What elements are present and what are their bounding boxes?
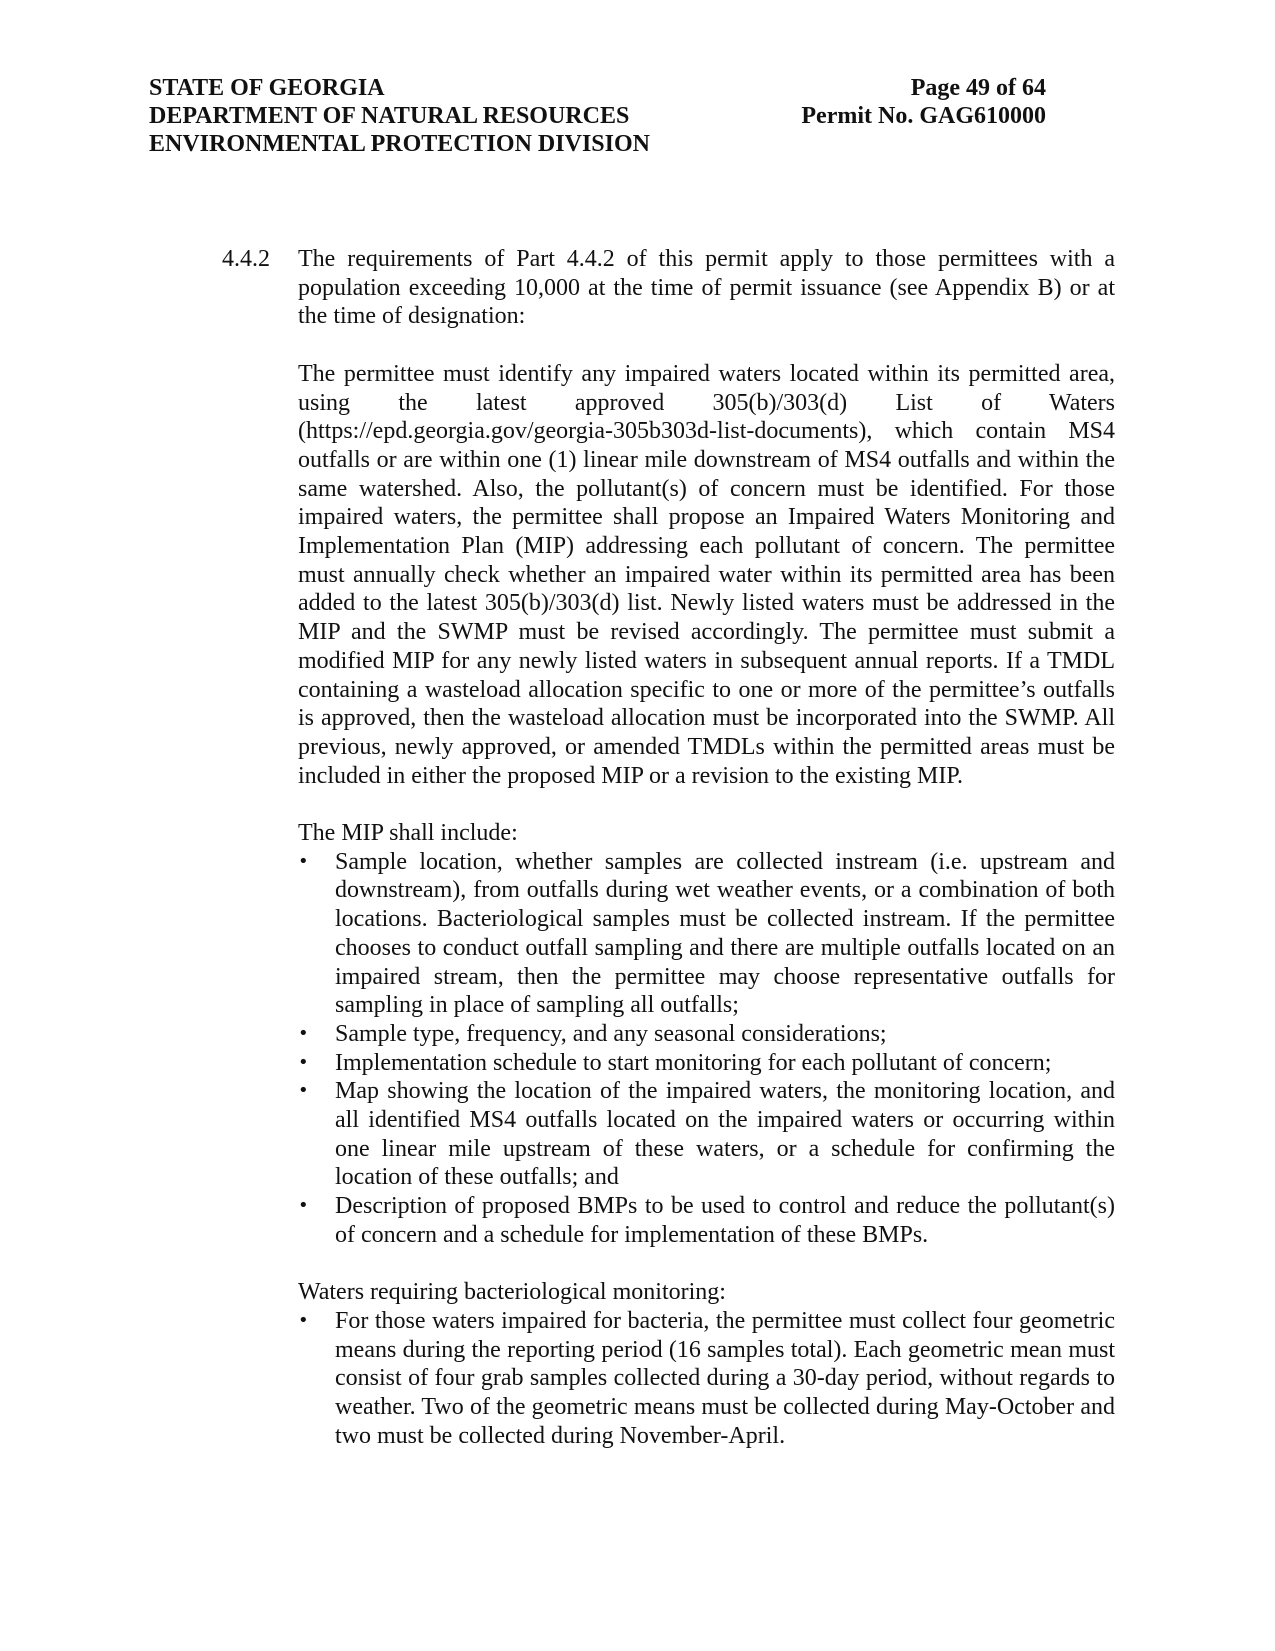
section-intro: The requirements of Part 4.4.2 of this permit apply to those permittees with a population exceeding 10,000 at the time of permit issuance (see Appendix B) or at the time of designation: (298, 246, 1115, 330)
header-department: DEPARTMENT OF NATURAL RESOURCES (149, 103, 630, 129)
page-header (149, 74, 1046, 158)
list-item-text: Sample type, frequency, and any seasonal considerations; (335, 1020, 887, 1047)
list-item (298, 1307, 1115, 1451)
bacteria-heading: Waters requiring bacteriological monitoring: (298, 1279, 726, 1306)
header-row-1 (149, 74, 1046, 102)
bullet-icon: • (298, 1195, 309, 1217)
bullet-icon: • (298, 1022, 309, 1044)
bullet-icon: • (298, 1051, 309, 1073)
list-item (298, 848, 1115, 1020)
section-number: 4.4.2 (222, 246, 270, 272)
bullet-icon: • (298, 1080, 309, 1102)
list-item (298, 1077, 1115, 1192)
header-division: ENVIRONMENTAL PROTECTION DIVISION (149, 131, 650, 157)
header-row-3 (149, 130, 1046, 158)
list-item (298, 1020, 1115, 1049)
mip-list (298, 848, 1115, 1250)
mip-heading: The MIP shall include: (298, 820, 518, 847)
page-number: Page 49 of 64 (910, 75, 1046, 101)
bacteria-list (298, 1307, 1115, 1451)
header-state: STATE OF GEORGIA (149, 75, 385, 101)
impaired-waters-paragraph: The permittee must identify any impaired waters located within its permitted area, using the latest approved 305(b)/303(d) List of Waters (https://epd.georgia.gov/georgia-305b303d-list-documents), which contain MS4 outfalls or are within one (1) linear mile downstream of MS4 outfalls and within the same watershed. Also, the pollutant(s) of concern must be identified. For those impaired waters, the permittee shall propose an Impaired Waters Monitoring and Implementation Plan (MIP) addressing each pollutant of concern. The permittee must annually check whether an impaired water within its permitted area has been added to the latest 305(b)/303(d) list. Newly listed waters must be addressed in the MIP and the SWMP must be revised accordingly. The permittee must submit a modified MIP for any newly listed waters in subsequent annual reports. If a TMDL containing a wasteload allocation specific to one or more of the permittee’s outfalls is approved, then the wasteload allocation must be incorporated into the SWMP. All previous, newly approved, or amended TMDLs within the permitted areas must be included in either the proposed MIP or a revision to the existing MIP. (298, 360, 1115, 789)
list-item-text: Implementation schedule to start monitoring for each pollutant of concern; (335, 1049, 1052, 1076)
list-item (298, 1192, 1115, 1249)
paragraph-gap (298, 790, 1115, 819)
list-item-text: Map showing the location of the impaired waters, the monitoring location, and all identified MS4 outfalls located on the impaired waters or occurring within one linear mile upstream of these waters, or a schedule for confirming the location of these outfalls; and (335, 1078, 1115, 1191)
bullet-icon: • (298, 850, 309, 872)
list-item (298, 1049, 1115, 1078)
paragraph-gap (298, 331, 1115, 360)
bullet-icon: • (298, 1309, 309, 1331)
section-body (298, 245, 1115, 1450)
list-item-text: For those waters impaired for bacteria, the permittee must collect four geometric means during the reporting period (16 samples total). Each geometric mean must consist of four grab samples collected during a 30-day period, without regards to weather. Two of the geometric means must be collected during May-October and two must be collected during November-April. (335, 1307, 1115, 1449)
header-row-2 (149, 102, 1046, 130)
section-4-4-2 (222, 245, 1115, 1450)
paragraph-gap (298, 1250, 1115, 1279)
list-item-text: Sample location, whether samples are collected instream (i.e. upstream and downstream), from outfalls during wet weather events, or a combination of both locations. Bacteriological samples must be collected instream. If the permittee chooses to conduct outfall sampling and there are multiple outfalls located on an impaired stream, then the permittee may choose representative outfalls for sampling in place of sampling all outfalls; (335, 848, 1115, 1019)
list-item-text: Description of proposed BMPs to be used to control and reduce the pollutant(s) of concern and a schedule for implementation of these BMPs. (335, 1193, 1115, 1248)
permit-number: Permit No. GAG610000 (801, 103, 1046, 129)
